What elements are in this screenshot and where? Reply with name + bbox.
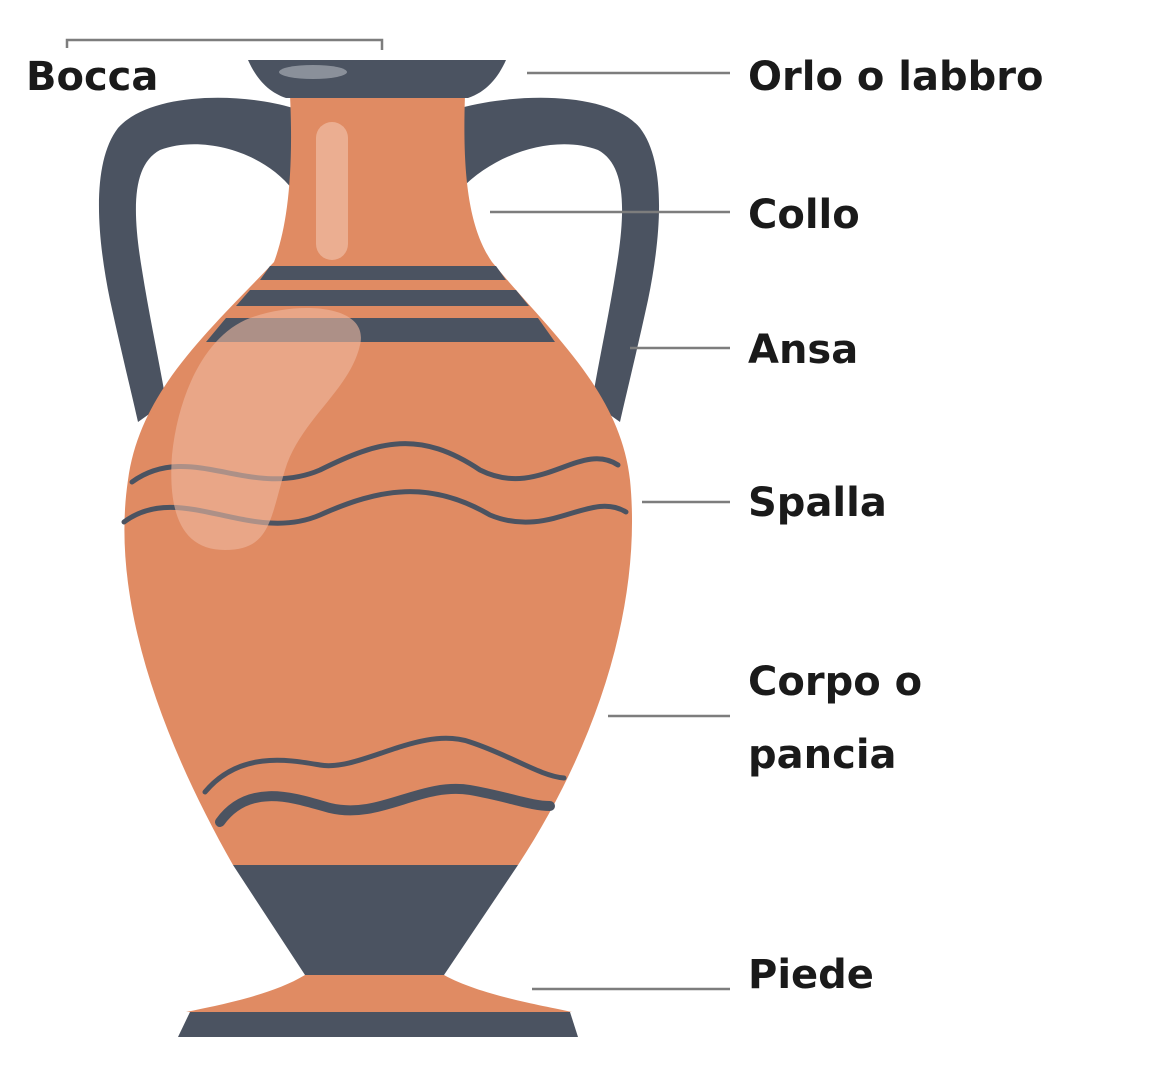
label-shoulder: Spalla (748, 480, 887, 526)
label-body-line2: pancia (748, 732, 897, 778)
label-mouth: Bocca (26, 54, 159, 100)
foot (186, 975, 572, 1012)
neck (274, 95, 492, 262)
mouth-bracket (67, 40, 382, 50)
rim-opening (279, 65, 347, 79)
label-body-line1: Corpo o (748, 659, 923, 705)
base (178, 1012, 578, 1037)
shoulder-band-2 (236, 290, 529, 306)
label-handle: Ansa (748, 327, 859, 373)
neck-highlight (316, 122, 348, 260)
label-neck: Collo (748, 192, 860, 238)
label-foot: Piede (748, 952, 874, 998)
amphora-illustration (99, 60, 659, 1037)
rim (248, 60, 506, 98)
label-rim: Orlo o labbro (748, 54, 1044, 100)
stem-band (233, 865, 518, 975)
shoulder-band-1 (260, 266, 506, 280)
